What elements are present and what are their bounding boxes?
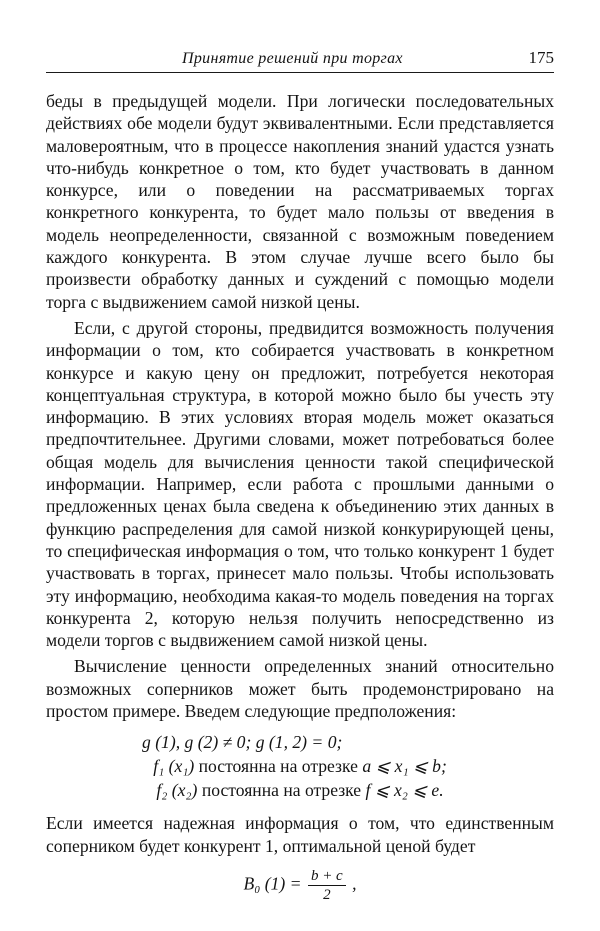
formula-line-2 [46,754,554,778]
fraction-denominator: 2 [323,886,331,903]
fraction-numerator: b + c [308,867,346,886]
final-formula [46,867,554,904]
paragraph: Если имеется надежная информация о том, что единственным соперником будет конкурент 1, оптимальной ценой будет [46,813,554,856]
formula-rhs: a ⩽ x₁ ⩽ b; [362,756,447,777]
running-title: Принятие решений при торгах [182,50,403,67]
paragraph: Вычисление ценности определенных знаний относительно возможных соперников может быть продемонстрировано на простом примере. Введем следующие предположения: [46,656,554,722]
running-header [46,46,554,73]
fraction [308,867,346,904]
paragraph: беды в предыдущей модели. При логически последовательных действиях обе модели будут эквивалентными. Если представляется маловероятным, что в процессе накопления знаний удастся узнать что-нибудь конкретное о том, кто будет участвовать в данном конкурсе, или о поведении на рассматриваемых торгах конкретного конкурента, то будет мало пользы от введения в модель неопределенности, связанной с возможным поведением каждого конкурента. В этом случае лучше всего было бы произвести обработку данных и суждений с помощью модели торга с выдвижением самой низкой цены. [46,91,554,312]
formula-lhs: f₁ (x₁) [153,756,195,777]
formula-lhs: f₂ (x₂) [156,780,198,801]
page-number: 175 [528,48,554,67]
final-formula-lhs: B₀ (1) = [243,873,302,894]
final-formula-trail: , [352,873,357,894]
formula-text: постоянна на отрезке [198,756,358,777]
formula-line-3 [46,778,554,802]
paragraph: Если, с другой стороны, предвидится возможность получения информации о том, кто собирается участвовать в конкретном конкурсе и какую цену он предложит, потребуется некоторая концептуальная структура, в которой можно было бы учесть эту информацию. В этих условиях вторая модель может оказаться предпочтительнее. Другими словами, может потребоваться более общая модель для вычисления ценности такой специфической информации. Например, если работа с прошлыми данными о предложенных ценах была сведена к объединению этих данных в функцию распределения для самой низкой конкурирующей цены, то специфическая информация о том, что только конкурент 1 будет участвовать в торгах, принесет мало пользы. Чтобы использовать эту информацию, необходима какая-то модель поведения на торгах конкурента 2, которую нельзя получить непосредственно из модели торгов с выдвижением самой низкой цены. [46,317,554,651]
assumptions-formulas [46,730,554,802]
formula-line-1: g (1), g (2) ≠ 0; g (1, 2) = 0; [142,732,343,753]
page-body [46,90,554,904]
formula-rhs: f ⩽ x₂ ⩽ e. [365,780,444,801]
formula-text: постоянна на отрезке [201,780,362,801]
